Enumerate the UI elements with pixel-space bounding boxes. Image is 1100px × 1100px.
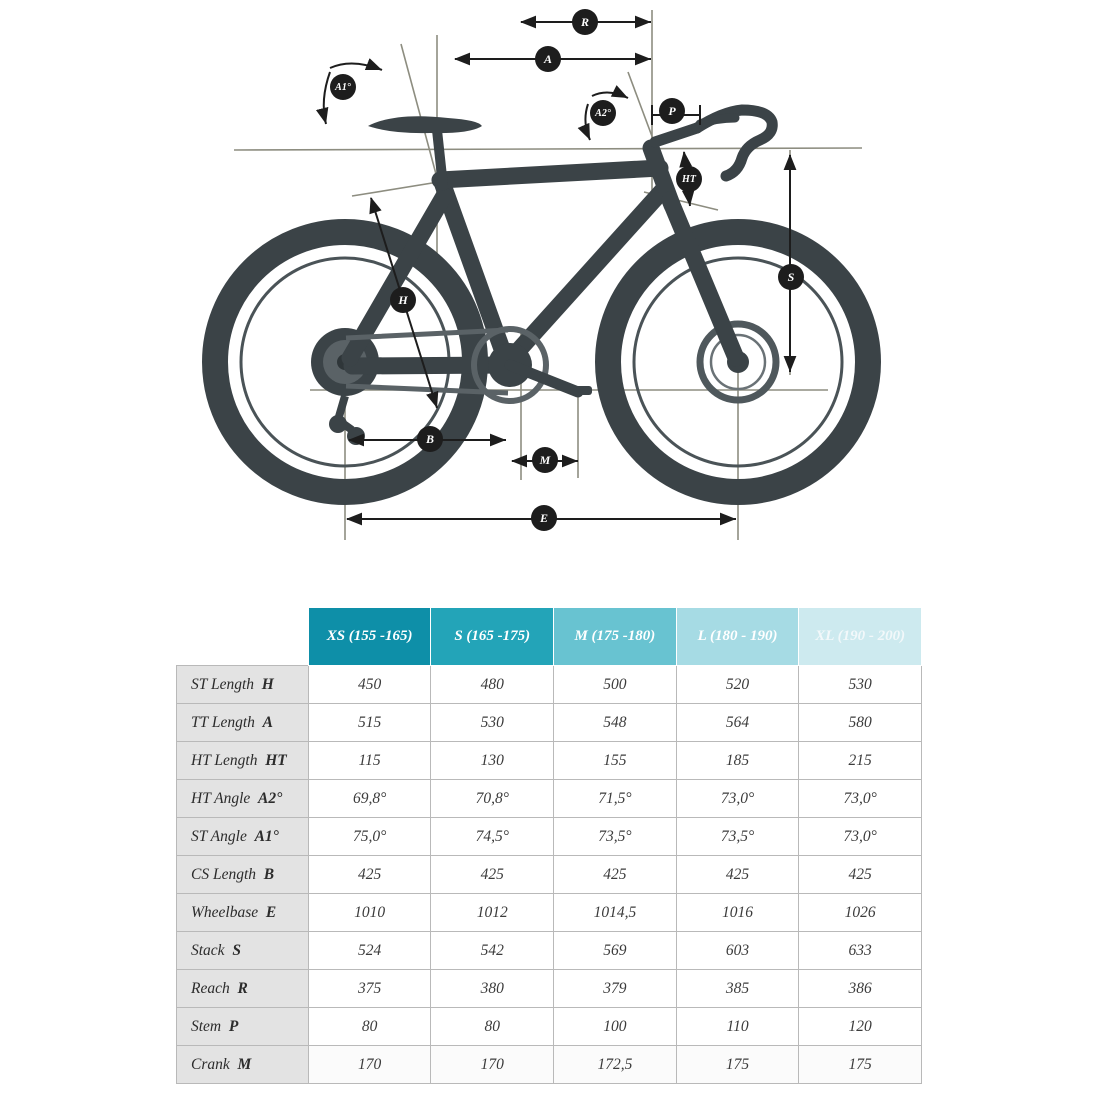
- table-head: [177, 608, 922, 666]
- row-label-st-length: [177, 666, 309, 704]
- table-body: [177, 666, 922, 1084]
- row-name: CS Length: [191, 865, 257, 883]
- column-header-xl: XL (190 - 200): [799, 608, 922, 666]
- cell-value: 73,0°: [799, 818, 922, 856]
- table-row: [177, 1008, 922, 1046]
- cell-value: 170: [431, 1046, 554, 1084]
- label-B-badge: B: [417, 426, 443, 452]
- cell-value: 500: [554, 666, 677, 704]
- label-S-badge: S: [778, 264, 804, 290]
- cell-value: 172,5: [554, 1046, 677, 1084]
- cell-value: 603: [676, 932, 799, 970]
- cell-value: 155: [554, 742, 677, 780]
- table-row: [177, 894, 922, 932]
- cell-value: 520: [676, 666, 799, 704]
- cell-value: 80: [308, 1008, 431, 1046]
- cell-value: 73,0°: [799, 780, 922, 818]
- cell-value: 530: [431, 704, 554, 742]
- row-code: M: [237, 1055, 252, 1073]
- table-row: [177, 856, 922, 894]
- cell-value: 386: [799, 970, 922, 1008]
- cell-value: 120: [799, 1008, 922, 1046]
- label-H-badge: H: [390, 287, 416, 313]
- row-code: H: [261, 675, 274, 693]
- cell-value: 69,8°: [308, 780, 431, 818]
- table-row: [177, 932, 922, 970]
- table-row: [177, 818, 922, 856]
- cell-value: 380: [431, 970, 554, 1008]
- cell-value: 110: [676, 1008, 799, 1046]
- row-code: A2°: [258, 789, 283, 807]
- cell-value: 564: [676, 704, 799, 742]
- cell-value: 515: [308, 704, 431, 742]
- cell-value: 1010: [308, 894, 431, 932]
- cell-value: 450: [308, 666, 431, 704]
- row-code: A1°: [254, 827, 279, 845]
- row-name: ST Length: [191, 675, 255, 693]
- row-name: HT Length: [191, 751, 258, 769]
- cell-value: 70,8°: [431, 780, 554, 818]
- bike-silhouette: [215, 110, 868, 492]
- column-header-xs: XS (155 -165): [308, 608, 431, 666]
- row-code: HT: [265, 751, 287, 769]
- cell-value: 71,5°: [554, 780, 677, 818]
- geometry-table: [176, 607, 922, 1084]
- label-E-badge: E: [531, 505, 557, 531]
- row-label-crank: [177, 1046, 309, 1084]
- row-label-ht-angle: [177, 780, 309, 818]
- row-label-tt-length: [177, 704, 309, 742]
- cell-value: 580: [799, 704, 922, 742]
- row-name: Wheelbase: [191, 903, 259, 921]
- table-row: [177, 970, 922, 1008]
- cell-value: 425: [799, 856, 922, 894]
- cell-value: 75,0°: [308, 818, 431, 856]
- label-A2-badge: A2°: [590, 100, 616, 126]
- row-name: Crank: [191, 1055, 230, 1073]
- row-name: Stack: [191, 941, 225, 959]
- dimension-lines: [324, 22, 790, 519]
- cell-value: 74,5°: [431, 818, 554, 856]
- cell-value: 1012: [431, 894, 554, 932]
- table-row: [177, 780, 922, 818]
- row-name: Reach: [191, 979, 230, 997]
- row-code: S: [232, 941, 241, 959]
- cell-value: 480: [431, 666, 554, 704]
- cell-value: 73,5°: [554, 818, 677, 856]
- table-row: [177, 1046, 922, 1084]
- row-name: ST Angle: [191, 827, 247, 845]
- cell-value: 425: [554, 856, 677, 894]
- label-M-badge: M: [532, 447, 558, 473]
- table-header-row: [177, 608, 922, 666]
- cell-value: 548: [554, 704, 677, 742]
- table-row: [177, 742, 922, 780]
- row-label-stem: [177, 1008, 309, 1046]
- cell-value: 175: [676, 1046, 799, 1084]
- cell-value: 530: [799, 666, 922, 704]
- cell-value: 385: [676, 970, 799, 1008]
- column-header-l: L (180 - 190): [676, 608, 799, 666]
- label-HT-badge: HT: [676, 166, 702, 192]
- row-code: R: [237, 979, 248, 997]
- cell-value: 425: [676, 856, 799, 894]
- row-label-stack: [177, 932, 309, 970]
- row-name: TT Length: [191, 713, 255, 731]
- row-name: HT Angle: [191, 789, 251, 807]
- cell-value: 375: [308, 970, 431, 1008]
- cell-value: 73,0°: [676, 780, 799, 818]
- row-label-wheelbase: [177, 894, 309, 932]
- cell-value: 170: [308, 1046, 431, 1084]
- row-code: B: [263, 865, 275, 883]
- row-code: A: [262, 713, 273, 731]
- cell-value: 1016: [676, 894, 799, 932]
- label-P-badge: P: [659, 98, 685, 124]
- table-row: [177, 704, 922, 742]
- cell-value: 185: [676, 742, 799, 780]
- table-corner-cell: [177, 608, 309, 666]
- column-header-s: S (165 -175): [431, 608, 554, 666]
- row-label-cs-length: [177, 856, 309, 894]
- cell-value: 130: [431, 742, 554, 780]
- label-R-badge: R: [572, 9, 598, 35]
- cell-value: 80: [431, 1008, 554, 1046]
- row-label-st-angle: [177, 818, 309, 856]
- row-code: E: [265, 903, 277, 921]
- table-row: [177, 666, 922, 704]
- cell-value: 100: [554, 1008, 677, 1046]
- label-A-badge: A: [535, 46, 561, 72]
- label-A1-badge: A1°: [330, 74, 356, 100]
- row-name: Stem: [191, 1017, 222, 1035]
- row-label-reach: [177, 970, 309, 1008]
- cell-value: 73,5°: [676, 818, 799, 856]
- row-code: P: [228, 1017, 239, 1035]
- cell-value: 215: [799, 742, 922, 780]
- column-header-m: M (175 -180): [554, 608, 677, 666]
- cell-value: 175: [799, 1046, 922, 1084]
- cell-value: 569: [554, 932, 677, 970]
- cell-value: 633: [799, 932, 922, 970]
- cell-value: 425: [308, 856, 431, 894]
- cell-value: 1026: [799, 894, 922, 932]
- cell-value: 379: [554, 970, 677, 1008]
- cell-value: 1014,5: [554, 894, 677, 932]
- cell-value: 115: [308, 742, 431, 780]
- cell-value: 524: [308, 932, 431, 970]
- cell-value: 542: [431, 932, 554, 970]
- row-label-ht-length: [177, 742, 309, 780]
- cell-value: 425: [431, 856, 554, 894]
